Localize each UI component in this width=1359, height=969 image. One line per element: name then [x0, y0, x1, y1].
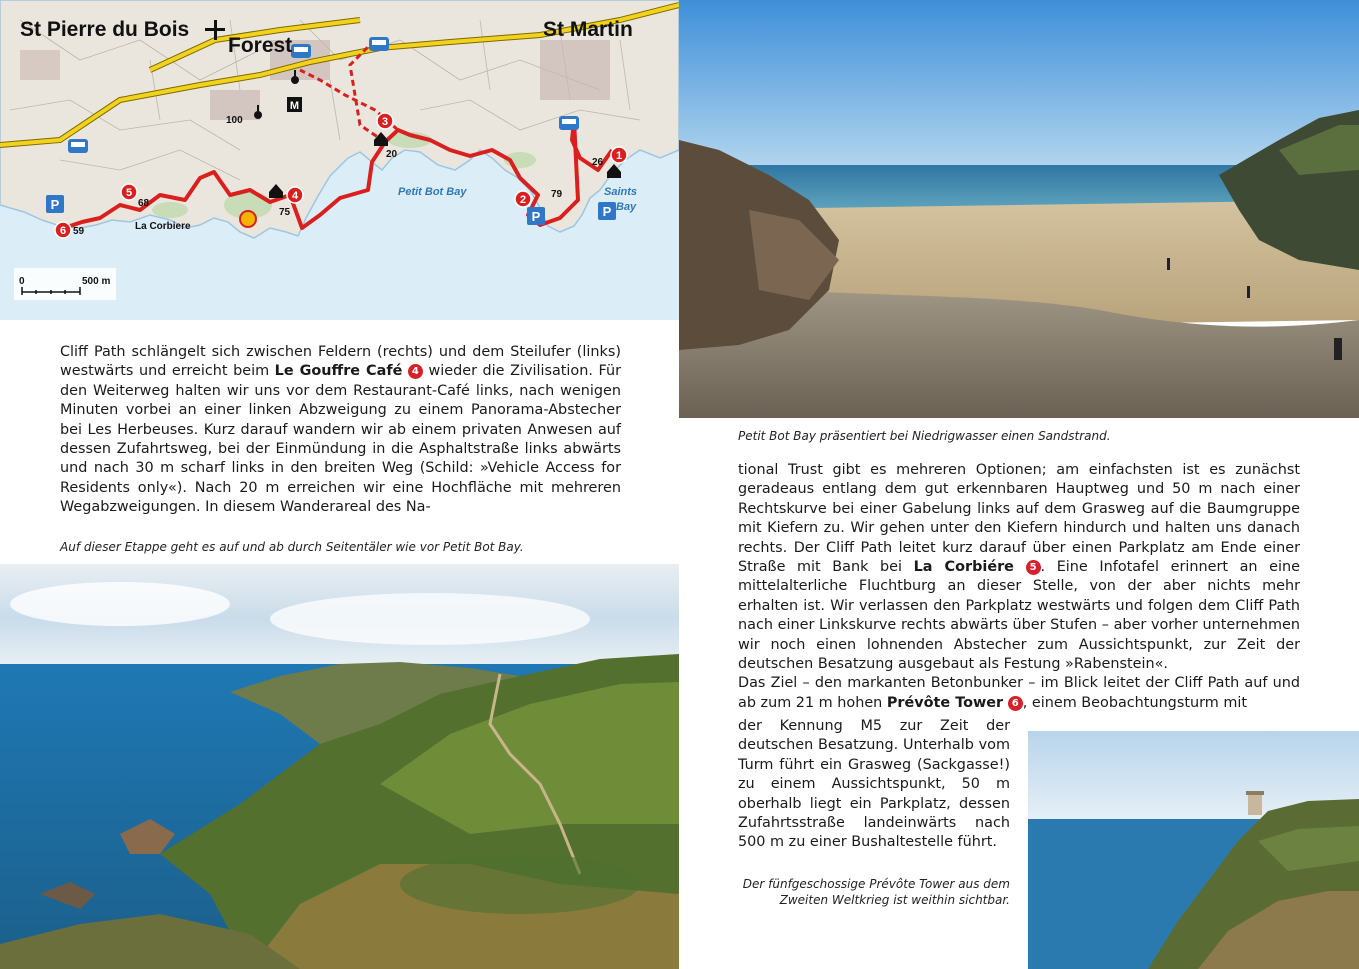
body-text-right-narrow [738, 717, 1010, 853]
caption-cliff-photo: Auf dieser Etappe geht es auf und ab durch Seitentäler wie vor Petit Bot Bay. [60, 540, 524, 554]
museum-icon [287, 97, 302, 112]
photo-cliff-path [0, 564, 679, 969]
label-st-pierre: St Pierre du Bois [20, 18, 190, 41]
label-saints-bay-1: Saints [604, 186, 638, 198]
label-st-martin: St Martin [543, 18, 633, 41]
place-le-gouffre-cafe: Le Gouffre Café [274, 363, 403, 380]
svg-text:2: 2 [519, 194, 527, 206]
svg-text:4: 4 [291, 190, 299, 202]
bus-icon [68, 139, 88, 153]
caption-prevote-tower: Der fünfgeschossige Prévôte Tower aus dem Zweiten Weltkrieg ist weithin sichtbar. [742, 877, 1010, 907]
svg-text:5: 5 [125, 187, 133, 199]
paragraph: tional Trust gibt es mehreren Optionen; am einfachsten ist es zunächst geradeaus entlang dem gut erkennbaren Hauptweg und 50 m nach einer Rechtskurve bei einer Gabelung links auf dem Grasweg auf die Baumgruppe mit Kiefern zu. Wir gehen unter den Kiefern hindurch und halten uns danach rechts. Der Cliff Path leitet kurz darauf über einen Parkplatz am Ende einer Straße mit Bank bei La Corbiére 5 . Eine Infotafel erinnert an eine mittelalterliche Fluchtburg an dieser Stelle, von der aber nichts mehr erhalten ist. Wir verlassen den Parkplatz westwärts und folgen dem Cliff Path nach einer Linkskurve rechts abwärts über Stufen – aber vorher unternehmen wir noch einen lohnenden Abstecher zum Aussichtspunkt, zur Zeit der deutschen Besatzung ausgebaut als Festung »Rabenstein«. [738, 462, 1300, 673]
elevation-label: 79 [551, 189, 563, 200]
photo-prevote-tower [1028, 731, 1359, 969]
elevation-label: 59 [73, 226, 85, 237]
waypoint-2 [515, 191, 531, 207]
label-la-corbiere: La Corbiere [135, 221, 191, 232]
svg-text:M: M [289, 100, 300, 112]
elevation-label: 26 [592, 157, 604, 168]
svg-text:P: P [50, 197, 60, 212]
label-forest: Forest [228, 34, 293, 57]
svg-text:0: 0 [19, 276, 25, 287]
viewpoint-icon [240, 211, 256, 227]
body-text-right [738, 461, 1300, 713]
map-canvas [0, 0, 679, 320]
waypoint-3 [377, 113, 393, 129]
elevation-label: 20 [386, 149, 398, 160]
waypoint-1 [611, 147, 627, 163]
label-saints-bay-2: Bay [616, 201, 637, 213]
place-la-corbiere: La Corbiére [913, 559, 1014, 576]
elevation-label: 100 [226, 115, 243, 126]
bus-icon [559, 116, 579, 130]
place-prevote-tower: Prévôte Tower [886, 694, 1004, 711]
waypoint-badge: 6 [1008, 696, 1023, 711]
parking-icon [46, 195, 64, 213]
photo-petit-bot-bay [679, 0, 1359, 418]
waypoint-5 [121, 184, 137, 200]
bus-icon [291, 44, 311, 58]
svg-text:P: P [602, 204, 612, 219]
label-petit-bot-bay: Petit Bot Bay [398, 186, 467, 198]
svg-text:500 m: 500 m [82, 276, 111, 287]
bus-icon [369, 37, 389, 51]
paragraph: der Kennung M5 zur Zeit der deutschen Besatzung. Unterhalb vom Turm führt ein Grasweg (Sackgasse!) zu einem Aussichtspunkt, 50 m oberhalb liegt ein Parkplatz, dessen Zufahrtsstraße landeinwärts nach 500 m zu einer Bushaltestelle führt. [738, 718, 1010, 851]
parking-icon [527, 207, 545, 225]
waypoint-badge: 5 [1026, 560, 1041, 575]
svg-text:3: 3 [381, 116, 389, 128]
svg-text:6: 6 [59, 225, 67, 237]
waypoint-4 [287, 187, 303, 203]
scale-bar [14, 268, 116, 300]
waypoint-badge: 4 [408, 364, 423, 379]
elevation-label: 75 [279, 207, 291, 218]
svg-text:P: P [531, 209, 541, 224]
paragraph: Cliff Path schlängelt sich zwischen Feldern (rechts) und dem Steilufer (links) westwärts und erreicht beim Le Gouffre Café 4 wieder die Zivilisation. Für den Weiterweg halten wir uns vor dem Restaurant-Café links, nach wenigen Minuten vorbei an einer linken Abzweigung zu einem Panorama-Abstecher bei Les Herbeuses. Kurz darauf wandern wir ab einem privaten Anwesen auf dessen Zufahrtsweg, bei der Einmündung in die Asphaltstraße links abwärts und nach 30 m scharf links in den breiten Weg (Schild: »Vehicle Access for Residents only«). Nach 20 m erreichen wir eine Hochfläche mit mehreren Wegabzweigungen. In diesem Wanderareal des Na- [60, 344, 621, 516]
paragraph: Das Ziel – den markanten Betonbunker – im Blick leitet der Cliff Path auf und ab zum 21 m hohen Prévôte Tower 6 , einem Beobachtungsturm mit [738, 675, 1300, 711]
parking-icon [598, 202, 616, 220]
svg-text:1: 1 [615, 150, 623, 162]
body-text-left [60, 343, 621, 518]
route-map [0, 0, 679, 320]
caption-petit-bot-bay: Petit Bot Bay präsentiert bei Niedrigwasser einen Sandstrand. [738, 429, 1111, 443]
waypoint-6 [55, 222, 71, 238]
elevation-label: 68 [138, 198, 150, 209]
